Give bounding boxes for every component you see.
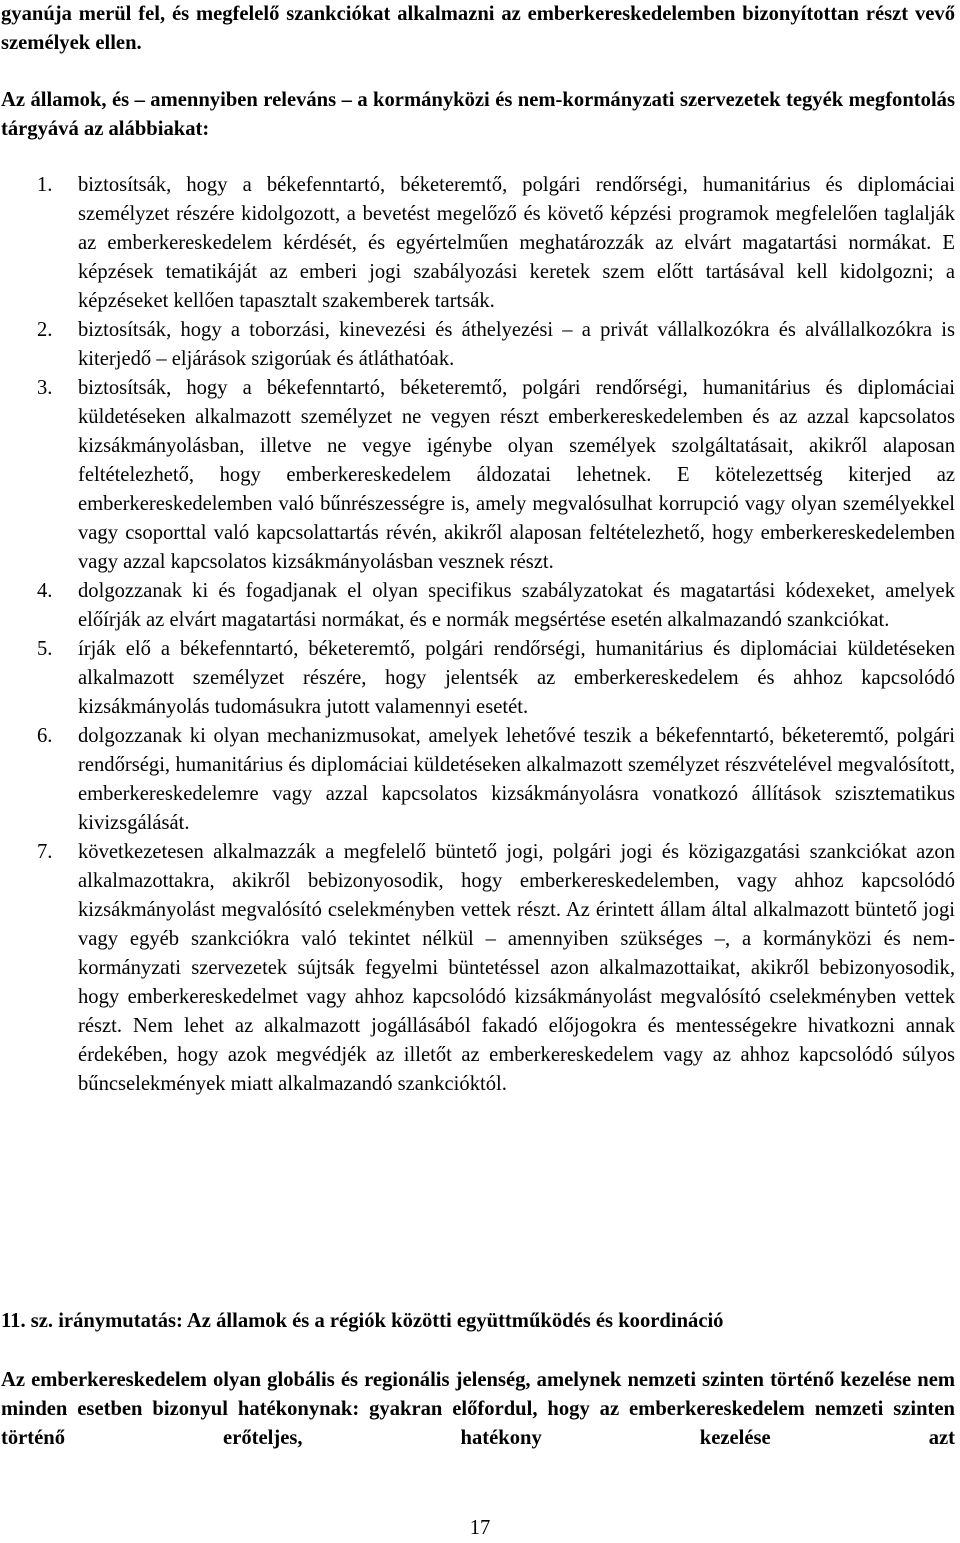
list-item-text: írják elő a békefenntartó, béketeremtő, polgári rendőrségi, humanitárius és diplomáciai küldetéseken alkalmazott személyzet részére, hogy jelentsék az emberkereskedelem és ahhoz kapcsolódó kizsákmányolás tudomásukra jutott valamennyi esetét.	[78, 638, 955, 718]
list-item-number: 2.	[37, 319, 53, 341]
list-item-number: 7.	[37, 841, 53, 863]
list-item-text: biztosítsák, hogy a békefenntartó, béketeremtő, polgári rendőrségi, humanitárius és diplomáciai küldetéseken alkalmazott személyzet ne vegyen részt emberkereskedelemben és az azzal kapcsolatos kizsákmányolásban, illetve ne vegye igénybe olyan személyek szolgáltatásait, akikről alaposan feltételezhető, hogy emberkereskedelem áldozatai lehetnek. E kötelezettség kiterjed az emberkereskedelemben való bűnrészességre is, amely megvalósulhat korrupció vagy olyan személyekkel vagy csoporttal való kapcsolattartás révén, akikről alaposan feltételezhető, hogy emberkereskedelemben vagy azzal kapcsolatos kizsákmányolásban vesznek részt.	[78, 377, 955, 573]
list-item-number: 4.	[37, 580, 53, 602]
guideline-paragraph: Az emberkereskedelem olyan globális és regionális jelenség, amelynek nemzeti szinten történő kezelése nem minden esetben bizonyul hatékonynak: gyakran előfordul, hogy az emberkereskedelem nemzeti szinten történő erőteljes, hatékony kezelése azt	[1, 1369, 955, 1449]
list-item-text: dolgozzanak ki és fogadjanak el olyan specifikus szabályzatokat és magatartási kódexeket, amelyek előírják az elvárt magatartási normákat, és e normák megsértése esetén alkalmazandó szankciókat.	[78, 580, 955, 631]
list-item	[0, 838, 955, 1099]
page-number: 17	[469, 1517, 491, 1539]
list-item	[0, 374, 955, 577]
list-item	[0, 722, 955, 838]
list-item	[0, 316, 955, 374]
continuation-paragraph: gyanúja merül fel, és megfelelő szankciókat alkalmazni az emberkereskedelemben bizonyítottan részt vevő személyek ellen.	[1, 3, 955, 54]
list-item-text: biztosítsák, hogy a toborzási, kinevezési és áthelyezési – a privát vállalkozókra és alvállalkozókra is kiterjedő – eljárások szigorúak és átláthatóak.	[78, 319, 955, 370]
list-item-text: dolgozzanak ki olyan mechanizmusokat, amelyek lehetővé teszik a békefenntartó, béketeremtő, polgári rendőrségi, humanitárius és diplomáciai küldetéseken alkalmazott személyzet részvételével megvalósított, emberkereskedelemre vagy azzal kapcsolatos kizsákmányolásra vonatkozó állítások szisztematikus kivizsgálását.	[78, 725, 955, 834]
list-item-text: biztosítsák, hogy a békefenntartó, béketeremtő, polgári rendőrségi, humanitárius és diplomáciai személyzet részére kidolgozott, a bevetést megelőző és követő képzési programok megfelelően taglalják az emberkereskedelem kérdését, és egyértelműen meghatározzák az elvárt magatartási normákat. E képzések tematikáját az emberi jogi szabályozási keretek szem előtt tartásával kell kidolgozni; a képzéseket kellően tapasztalt szakemberek tartsák.	[78, 174, 955, 312]
recommendation-list	[0, 171, 955, 1099]
list-item	[0, 171, 955, 316]
guideline-heading: 11. sz. iránymutatás: Az államok és a régiók közötti együttműködés és koordináció	[1, 1310, 724, 1332]
list-item-number: 6.	[37, 725, 53, 747]
list-item	[0, 577, 955, 635]
lead-paragraph: Az államok, és – amennyiben releváns – a kormányközi és nem-kormányzati szervezetek tegyék megfontolás tárgyává az alábbiakat:	[1, 89, 955, 140]
list-item-text: következetesen alkalmazzák a megfelelő büntető jogi, polgári jogi és közigazgatási szankciókat azon alkalmazottakra, akikről bebizonyosodik, hogy emberkereskedelemben, vagy ahhoz kapcsolódó kizsákmányolást megvalósító cselekményben vettek részt. Az érintett állam által alkalmazott büntető jogi vagy egyéb szankciókra való tekintet nélkül – amennyiben szükséges –, a kormányközi és nem-kormányzati szervezetek sújtsák fegyelmi büntetéssel azon alkalmazottaikat, akikről bebizonyosodik, hogy emberkereskedelmet vagy ahhoz kapcsolódó kizsákmányolást megvalósító cselekményben vettek részt. Nem lehet az alkalmazott jogállásából fakadó előjogokra és mentességekre hivatkozni annak érdekében, hogy azok megvédjék az illetőt az emberkereskedelem vagy az ahhoz kapcsolódó súlyos bűncselekmények miatt alkalmazandó szankcióktól.	[78, 841, 955, 1095]
list-item-number: 1.	[37, 174, 53, 196]
list-item-number: 3.	[37, 377, 53, 399]
list-item-number: 5.	[37, 638, 53, 660]
list-item	[0, 635, 955, 722]
